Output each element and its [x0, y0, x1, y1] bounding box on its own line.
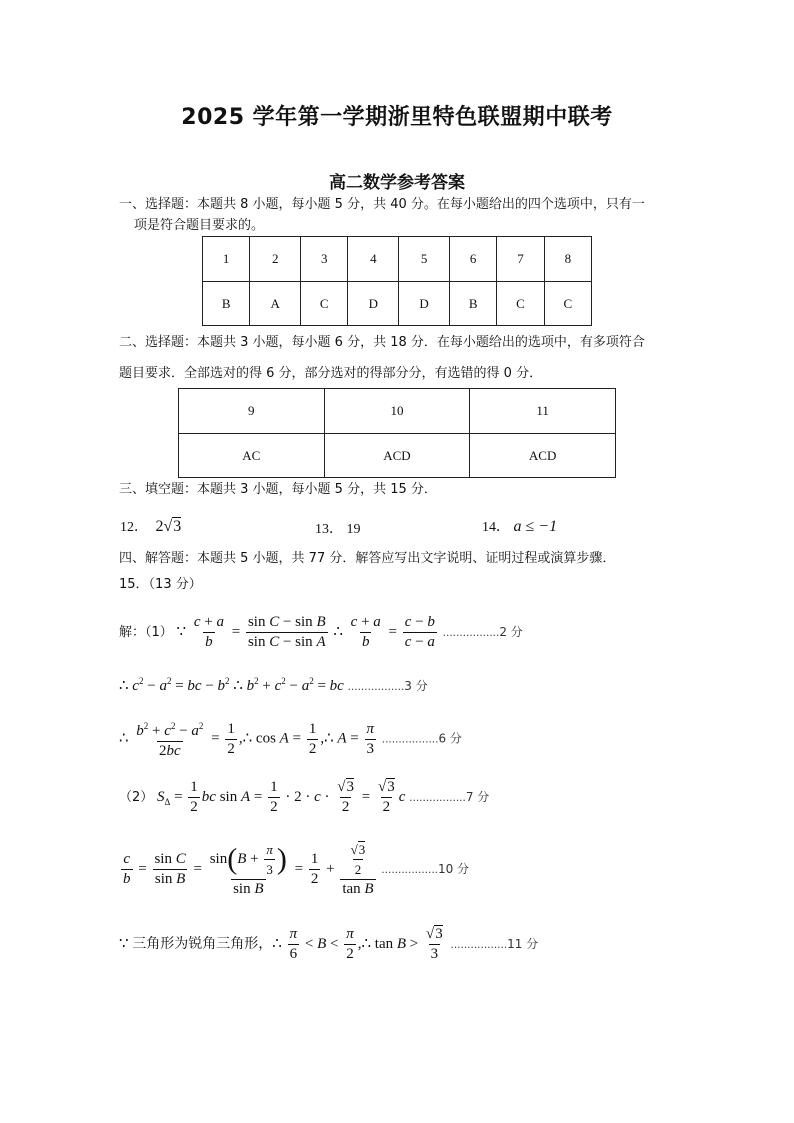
score-mark: 10 分: [438, 861, 470, 876]
acute-triangle-text: 三角形为锐角三角形，: [132, 935, 273, 952]
document-subtitle: 高二数学参考答案: [329, 173, 465, 193]
solution-step-4: （2） $S_\Delta$ = $\frac{1}{2}$ bc sin A = $\frac{1}{2}$ · 2 · c · $\frac{√3}{2}$ = $\frac{√3}{2}$ c .................7 分: [119, 779, 490, 815]
q-number-cell: 6: [450, 237, 497, 282]
answer-12-label: 12．: [120, 520, 148, 535]
q-number-cell: 9: [179, 389, 325, 434]
score-mark: 6 分: [438, 731, 462, 746]
answer-cell: ACD: [324, 434, 470, 478]
answer-cell: AC: [179, 434, 325, 478]
q-number-cell: 11: [470, 389, 616, 434]
solution-step-3: ∴ $\frac{b^2 + c^2 - a^2}{2bc}$ = $\frac{1}{2}$ ,∴ cos A = $\frac{1}{2}$ ,∴ A = $\frac{\pi}{3}$ .................6 分: [119, 720, 462, 759]
document-title: 2025 学年第一学期浙里特色联盟期中联考: [181, 105, 613, 130]
score-mark: 2 分: [499, 624, 523, 639]
answer-12-radicand: 3: [173, 518, 182, 535]
answer-14-value: a ≤ −1: [513, 518, 558, 535]
solution-step-5: $\frac{c}{b}$ = $\frac{\text{sin C}}{\text{sin B}}$ = sin(B + $\frac{\pi}{3}$ ) sin B = $\frac{1}{2}$ + $\frac{\frac{√3}{2}}{\text{tan B}}$ .................10 分: [123, 842, 470, 897]
answer-12: 12． 2√3: [120, 518, 182, 535]
q-number-cell: 5: [399, 237, 450, 282]
score-mark: 7 分: [465, 789, 490, 804]
q-number-cell: 4: [348, 237, 399, 282]
q-number-cell: 8: [544, 237, 591, 282]
section3-heading: 三、填空题：本题共 3 小题，每小题 5 分，共 15 分．: [119, 482, 437, 497]
q-number-cell: 3: [301, 237, 348, 282]
score-mark: 11 分: [507, 936, 539, 951]
answer-cell: ACD: [470, 434, 616, 478]
solution-step-1: 解：（1） ∵ $\frac{c + a}{b}$ = $\frac{\text{sin C − sin B}}{\text{sin C − sin A}}$ ∴ $\frac{c + a}{b}$ = $\frac{c - b}{c - a}$ .................2 分: [119, 614, 523, 650]
part2-label: （2）: [119, 789, 154, 805]
section1-heading-line2: 项是符合题目要求的。: [134, 218, 265, 233]
q-number-cell: 1: [203, 237, 250, 282]
answer-12-coef: 2: [155, 518, 164, 535]
answer-cell: B: [203, 282, 250, 326]
section2-answer-table: [178, 388, 616, 478]
answer-13: [315, 518, 361, 538]
dot-leader: .................: [381, 861, 439, 876]
dot-leader: .................: [381, 731, 439, 746]
question-15-header: 15．（13 分）: [119, 577, 202, 592]
section1-heading-line1: 一、选择题：本题共 8 小题，每小题 5 分，共 40 分。在每小题给出的四个选项中，只有一: [119, 197, 645, 212]
answer-cell: D: [399, 282, 450, 326]
q-number-cell: 10: [324, 389, 470, 434]
dot-leader: .................: [347, 679, 405, 693]
section1-answer-table: [202, 236, 592, 326]
answer-cell: A: [250, 282, 301, 326]
score-mark: 3 分: [404, 679, 428, 693]
dot-leader: .................: [442, 624, 500, 639]
q-number-cell: 7: [497, 237, 544, 282]
q-number-cell: 2: [250, 237, 301, 282]
section4-heading: 四、解答题：本题共 5 小题，共 77 分．解答应写出文字说明、证明过程或演算步骤．: [119, 551, 616, 566]
solution-step-6: ∵ 三角形为锐角三角形，∴ $\frac{\pi}{6}$ < B < $\frac{\pi}{2}$ ,∴ tan B > $\frac{√3}{3}$ .................11 分: [119, 926, 539, 962]
solution-step-2: ∴ $c^2 - a^2$ = bc − $b^2$ ∴ $b^2 + c^2 - a^2$ = bc .................3 分: [119, 676, 428, 694]
dot-leader: .................: [409, 789, 466, 804]
answer-14-label: 14．: [482, 520, 510, 535]
section2-heading-line2: 题目要求．全部选对的得 6 分，部分选对的得部分分，有选错的得 0 分．: [119, 366, 543, 381]
answer-14: [482, 516, 557, 536]
answer-cell: D: [348, 282, 399, 326]
answer-cell: C: [301, 282, 348, 326]
answer-cell: C: [497, 282, 544, 326]
section2-heading-line1: 二、选择题：本题共 3 小题，每小题 6 分，共 18 分．在每小题给出的选项中，有多项符合: [119, 335, 645, 350]
dot-leader: .................: [450, 936, 508, 951]
solve-label: 解：（1）: [119, 624, 173, 640]
answer-13-label: 13．: [315, 522, 343, 537]
answer-cell: C: [544, 282, 591, 326]
answer-cell: B: [450, 282, 497, 326]
answer-13-value: 19: [346, 522, 361, 537]
